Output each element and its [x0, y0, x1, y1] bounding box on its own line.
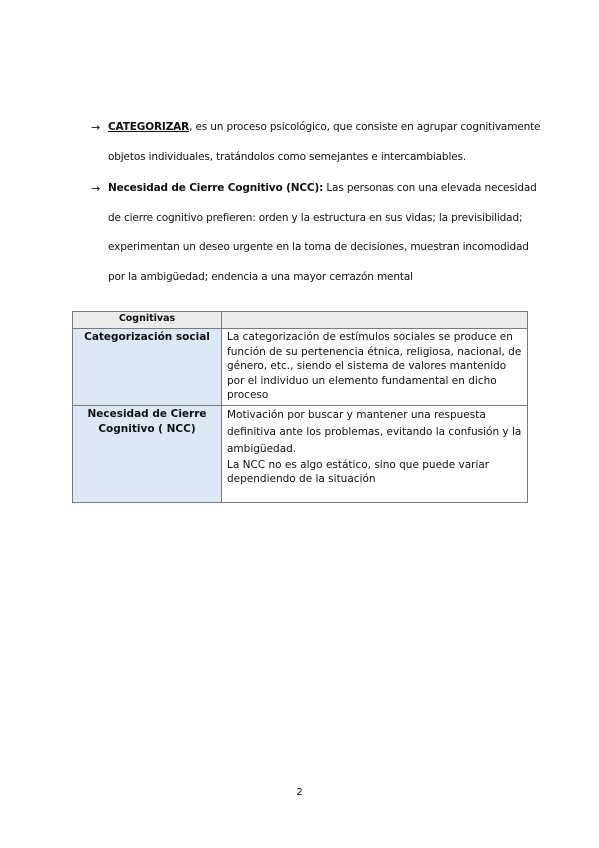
- table-row: [73, 329, 528, 406]
- bullet-line: experimentan un deseo urgente en la toma de decisiones, muestran incomodidad: [108, 241, 529, 253]
- bullet-line-rest: , es un proceso psicológico, que consiste en agrupar cognitivamente: [189, 121, 541, 133]
- bullet-line: objetos individuales, tratándolos como semejantes e intercambiables.: [108, 150, 467, 163]
- page-number: 2: [296, 787, 303, 798]
- row-description: La categorización de estímulos sociales se produce en función de su pertenencia étnica, religiosa, nacional, de género, etc., siendo el sistema de valores mantenido por el individuo un elemento fundamental en dicho proceso: [222, 329, 528, 406]
- row-label: Categorización social: [73, 329, 222, 406]
- row-note: La NCC no es algo estático, sino que puede variar dependiendo de la situación: [227, 458, 490, 485]
- bullet-line: [108, 174, 537, 204]
- bullet-line: por la ambigüedad; endencia a una mayor cerrazón mental: [108, 270, 413, 283]
- bullet-line-rest: Las personas con una elevada necesidad: [323, 182, 537, 194]
- arrow-icon: →: [91, 121, 101, 134]
- arrow-icon: →: [91, 182, 101, 195]
- table-header-cell-empty: [222, 312, 528, 329]
- bullet-text: [108, 113, 541, 172]
- row-label: Necesidad de Cierre Cognitivo ( NCC): [73, 405, 222, 502]
- row-description-text: Motivación por buscar y mantener una respuesta definitiva ante los problemas, evitando la confusión y la ambigüedad.: [227, 408, 522, 455]
- row-description: [222, 405, 528, 502]
- table-header-row: [73, 312, 528, 329]
- table-row: [73, 405, 528, 502]
- bullet-term: CATEGORIZAR: [108, 121, 190, 133]
- bullet-text: [108, 174, 537, 292]
- cognitive-table: [72, 311, 528, 503]
- bullet-line: de cierre cognitivo prefieren: orden y la estructura en sus vidas; la previsibilidad;: [108, 211, 523, 224]
- table-header-cell: Cognitivas: [73, 312, 222, 329]
- bullet-line: [108, 113, 541, 143]
- bullet-term: Necesidad de Cierre Cognitivo (NCC):: [108, 182, 324, 194]
